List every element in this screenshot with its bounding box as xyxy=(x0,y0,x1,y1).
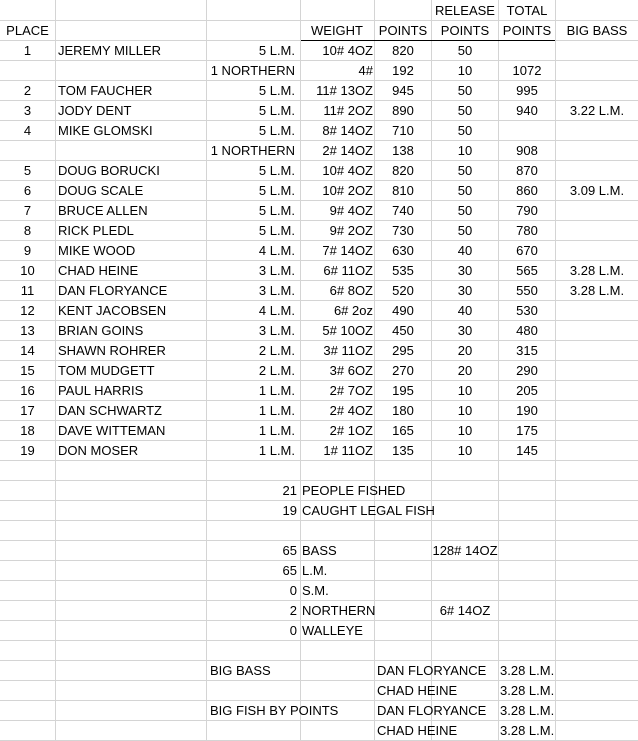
total-points-cell: 940 xyxy=(516,103,538,118)
big-bass-cell xyxy=(556,381,638,401)
angler-name-cell: DAN FLORYANCE xyxy=(58,283,168,298)
weight-cell: 1# 11OZ xyxy=(323,443,373,458)
angler-name-cell: BRIAN GOINS xyxy=(58,323,144,338)
total-points-cell: 315 xyxy=(516,343,538,358)
header-release-points: POINTS xyxy=(440,23,490,38)
big-bass-cell xyxy=(556,341,638,361)
angler-name-cell: DOUG SCALE xyxy=(58,183,144,198)
header-points: POINTS xyxy=(378,23,428,38)
place-cell: 15 xyxy=(20,363,35,378)
summary-label: BASS xyxy=(302,543,337,558)
fish-count-cell: 2 L.M. xyxy=(258,343,295,358)
points-cell: 740 xyxy=(392,203,414,218)
award-winner: CHAD HEINE xyxy=(377,723,458,738)
angler-name-cell xyxy=(58,61,203,81)
table-row xyxy=(0,201,638,221)
fish-count-cell: 5 L.M. xyxy=(258,83,295,98)
place-cell xyxy=(0,61,55,81)
fish-count-cell: 5 L.M. xyxy=(258,223,295,238)
total-points-cell: 530 xyxy=(516,303,538,318)
points-cell: 630 xyxy=(392,243,414,258)
summary-count: 0 xyxy=(289,583,297,598)
points-cell: 195 xyxy=(392,383,414,398)
summary-row xyxy=(0,481,638,501)
total-points-cell: 1072 xyxy=(512,63,542,78)
angler-name-cell: TOM MUDGETT xyxy=(58,363,155,378)
table-row xyxy=(0,301,638,321)
release-points-cell: 10 xyxy=(457,63,473,78)
points-cell: 138 xyxy=(392,143,414,158)
table-row xyxy=(0,281,638,301)
award-row xyxy=(0,681,638,701)
release-points-cell: 10 xyxy=(457,443,473,458)
fish-count-cell: 5 L.M. xyxy=(258,123,295,138)
total-points-cell: 670 xyxy=(516,243,538,258)
points-cell: 180 xyxy=(392,403,414,418)
release-points-cell: 50 xyxy=(457,163,473,178)
table-row xyxy=(0,241,638,261)
points-cell: 535 xyxy=(392,263,414,278)
weight-cell: 3# 6OZ xyxy=(329,363,373,378)
weight-cell: 7# 14OZ xyxy=(322,243,373,258)
table-row xyxy=(0,441,638,461)
weight-cell: 8# 14OZ xyxy=(322,123,373,138)
place-cell: 6 xyxy=(23,183,32,198)
angler-name-cell: CHAD HEINE xyxy=(58,263,139,278)
award-label xyxy=(210,681,375,701)
place-cell: 17 xyxy=(20,403,35,418)
award-winner: DAN FLORYANCE xyxy=(377,663,487,678)
summary-count: 2 xyxy=(289,603,297,618)
fish-count-cell: 5 L.M. xyxy=(258,43,295,58)
angler-name-cell: DAVE WITTEMAN xyxy=(58,423,166,438)
total-points-cell: 190 xyxy=(516,403,538,418)
award-winner: CHAD HEINE xyxy=(377,683,458,698)
release-points-cell: 30 xyxy=(457,283,473,298)
fish-count-cell: 4 L.M. xyxy=(258,303,295,318)
total-points-cell: 790 xyxy=(516,203,538,218)
award-row xyxy=(0,721,638,741)
award-label xyxy=(210,721,375,741)
award-value: 3.28 L.M. xyxy=(500,723,555,738)
table-row xyxy=(0,161,638,181)
points-cell: 165 xyxy=(392,423,414,438)
table-row xyxy=(0,141,638,161)
release-points-cell: 20 xyxy=(457,343,473,358)
header-place: PLACE xyxy=(6,23,49,38)
total-points-cell: 995 xyxy=(516,83,538,98)
total-points-cell: 290 xyxy=(516,363,538,378)
table-row xyxy=(0,261,638,281)
header-release-top: RELEASE xyxy=(435,3,495,18)
place-cell: 14 xyxy=(20,343,35,358)
weight-cell: 2# 1OZ xyxy=(329,423,373,438)
award-value: 3.28 L.M. xyxy=(500,703,555,718)
release-points-cell: 50 xyxy=(457,183,473,198)
big-bass-cell xyxy=(556,161,638,181)
summary-label: WALLEYE xyxy=(302,623,363,638)
big-bass-cell xyxy=(556,321,638,341)
summary-count: 0 xyxy=(289,623,297,638)
angler-name-cell: BRUCE ALLEN xyxy=(58,203,148,218)
big-bass-cell xyxy=(556,201,638,221)
angler-name-cell: RICK PLEDL xyxy=(58,223,134,238)
award-row xyxy=(0,701,638,721)
summary-count: 19 xyxy=(282,503,297,518)
angler-name-cell: DON MOSER xyxy=(58,443,139,458)
table-row xyxy=(0,421,638,441)
weight-cell: 11# 13OZ xyxy=(316,83,373,98)
fish-count-cell: 1 L.M. xyxy=(258,403,295,418)
total-points-cell: 870 xyxy=(516,163,538,178)
place-cell: 8 xyxy=(23,223,32,238)
weight-cell: 10# 2OZ xyxy=(322,183,373,198)
angler-name-cell: PAUL HARRIS xyxy=(58,383,144,398)
summary-label: S.M. xyxy=(302,583,329,598)
table-row xyxy=(0,181,638,201)
release-points-cell: 50 xyxy=(457,83,473,98)
total-points-cell: 175 xyxy=(516,423,538,438)
place-cell: 1 xyxy=(23,43,32,58)
angler-name-cell: MIKE WOOD xyxy=(58,243,136,258)
points-cell: 192 xyxy=(392,63,414,78)
place-cell: 13 xyxy=(20,323,35,338)
place-cell: 16 xyxy=(20,383,35,398)
points-cell: 890 xyxy=(392,103,414,118)
fish-count-cell: 3 L.M. xyxy=(258,283,295,298)
summary-row xyxy=(0,501,638,521)
big-bass-cell xyxy=(556,141,638,161)
table-row xyxy=(0,121,638,141)
total-points-cell xyxy=(499,121,555,141)
release-points-cell: 50 xyxy=(457,43,473,58)
award-label: BIG BASS xyxy=(210,663,271,678)
points-cell: 945 xyxy=(392,83,414,98)
weight-cell: 5# 10OZ xyxy=(322,323,373,338)
place-cell: 11 xyxy=(20,283,35,298)
total-points-cell: 480 xyxy=(516,323,538,338)
place-cell: 12 xyxy=(20,303,35,318)
summary-weight xyxy=(432,621,498,641)
table-row xyxy=(0,61,638,81)
place-cell: 19 xyxy=(20,443,35,458)
table-row xyxy=(0,341,638,361)
release-points-cell: 20 xyxy=(457,363,473,378)
total-points-cell: 145 xyxy=(516,443,538,458)
points-cell: 730 xyxy=(392,223,414,238)
summary-count: 21 xyxy=(282,483,297,498)
fish-count-cell: 3 L.M. xyxy=(258,323,295,338)
header-big-bass: BIG BASS xyxy=(566,23,628,38)
place-cell: 7 xyxy=(23,203,32,218)
angler-name-cell: MIKE GLOMSKI xyxy=(58,123,153,138)
points-cell: 135 xyxy=(392,443,414,458)
release-points-cell: 50 xyxy=(457,123,473,138)
angler-name-cell: KENT JACOBSEN xyxy=(58,303,167,318)
weight-cell: 3# 11OZ xyxy=(323,343,373,358)
weight-cell: 11# 2OZ xyxy=(323,103,373,118)
weight-cell: 2# 14OZ xyxy=(322,143,373,158)
total-points-cell xyxy=(499,41,555,61)
big-bass-cell xyxy=(556,41,638,61)
points-cell: 710 xyxy=(392,123,414,138)
table-row xyxy=(0,41,638,61)
award-value: 3.28 L.M. xyxy=(500,663,555,678)
place-cell: 5 xyxy=(23,163,32,178)
angler-name-cell: JEREMY MILLER xyxy=(58,43,162,58)
fish-count-cell: 5 L.M. xyxy=(258,103,295,118)
header-weight: WEIGHT xyxy=(311,23,363,38)
summary-row xyxy=(0,621,638,641)
summary-weight: 6# 14OZ xyxy=(439,603,491,618)
summary-weight xyxy=(432,481,498,501)
place-cell: 9 xyxy=(23,243,32,258)
header-row-top xyxy=(0,1,638,21)
header-row xyxy=(0,21,638,41)
summary-weight xyxy=(432,501,498,521)
summary-count: 65 xyxy=(282,543,297,558)
fish-count-cell: 5 L.M. xyxy=(258,163,295,178)
table-row xyxy=(0,401,638,421)
summary-weight: 128# 14OZ xyxy=(432,543,498,558)
angler-name-cell: DAN SCHWARTZ xyxy=(58,403,162,418)
big-bass-cell xyxy=(556,401,638,421)
fish-count-cell: 2 L.M. xyxy=(258,363,295,378)
angler-name-cell: TOM FAUCHER xyxy=(58,83,153,98)
summary-row xyxy=(0,581,638,601)
fish-count-cell: 5 L.M. xyxy=(258,183,295,198)
release-points-cell: 30 xyxy=(457,263,473,278)
header-total-top: TOTAL xyxy=(506,3,548,18)
award-row xyxy=(0,661,638,681)
table-row xyxy=(0,321,638,341)
big-bass-cell: 3.22 L.M. xyxy=(569,103,625,118)
points-cell: 820 xyxy=(392,43,414,58)
fish-count-cell: 1 L.M. xyxy=(258,443,295,458)
summary-count: 65 xyxy=(282,563,297,578)
release-points-cell: 10 xyxy=(457,143,473,158)
summary-label: CAUGHT LEGAL FISH xyxy=(302,503,435,518)
fish-count-cell: 1 L.M. xyxy=(258,383,295,398)
fish-count-cell: 1 NORTHERN xyxy=(210,63,295,78)
weight-cell: 9# 2OZ xyxy=(329,223,373,238)
points-cell: 490 xyxy=(392,303,414,318)
total-points-cell: 780 xyxy=(516,223,538,238)
points-cell: 295 xyxy=(392,343,414,358)
table-row xyxy=(0,221,638,241)
place-cell xyxy=(0,141,55,161)
place-cell: 10 xyxy=(20,263,35,278)
angler-name-cell: JODY DENT xyxy=(58,103,132,118)
big-bass-cell xyxy=(556,121,638,141)
angler-name-cell: DOUG BORUCKI xyxy=(58,163,160,178)
release-points-cell: 10 xyxy=(457,423,473,438)
big-bass-cell xyxy=(556,421,638,441)
place-cell: 18 xyxy=(20,423,35,438)
place-cell: 4 xyxy=(23,123,32,138)
weight-cell: 6# 11OZ xyxy=(323,263,373,278)
total-points-cell: 908 xyxy=(516,143,538,158)
weight-cell: 9# 4OZ xyxy=(329,203,373,218)
header-total-points: POINTS xyxy=(502,23,552,38)
fish-count-cell: 4 L.M. xyxy=(258,243,295,258)
big-bass-cell xyxy=(556,241,638,261)
total-points-cell: 860 xyxy=(516,183,538,198)
weight-cell: 6# 8OZ xyxy=(329,283,373,298)
award-label: BIG FISH BY POINTS xyxy=(210,703,339,718)
summary-label: L.M. xyxy=(302,563,328,578)
points-cell: 520 xyxy=(392,283,414,298)
weight-cell: 2# 4OZ xyxy=(329,403,373,418)
summary-weight xyxy=(432,581,498,601)
table-row xyxy=(0,81,638,101)
weight-cell: 10# 4OZ xyxy=(322,43,373,58)
place-cell: 2 xyxy=(23,83,32,98)
award-winner: DAN FLORYANCE xyxy=(377,703,487,718)
release-points-cell: 50 xyxy=(457,203,473,218)
big-bass-cell xyxy=(556,441,638,461)
release-points-cell: 10 xyxy=(457,383,473,398)
release-points-cell: 50 xyxy=(457,223,473,238)
fish-count-cell: 1 NORTHERN xyxy=(210,143,295,158)
big-bass-cell: 3.28 L.M. xyxy=(569,263,625,278)
big-bass-cell: 3.28 L.M. xyxy=(569,283,625,298)
table-row xyxy=(0,381,638,401)
table-row xyxy=(0,361,638,381)
table-row xyxy=(0,101,638,121)
summary-label: PEOPLE FISHED xyxy=(302,483,406,498)
angler-name-cell xyxy=(58,141,203,161)
angler-name-cell: SHAWN ROHRER xyxy=(58,343,166,358)
release-points-cell: 30 xyxy=(457,323,473,338)
place-cell: 3 xyxy=(23,103,32,118)
total-points-cell: 565 xyxy=(516,263,538,278)
fish-count-cell: 5 L.M. xyxy=(258,203,295,218)
summary-row xyxy=(0,601,638,621)
summary-label: NORTHERN xyxy=(302,603,376,618)
release-points-cell: 50 xyxy=(457,103,473,118)
points-cell: 270 xyxy=(392,363,414,378)
award-value: 3.28 L.M. xyxy=(500,683,555,698)
weight-cell: 4# xyxy=(358,63,373,78)
points-cell: 810 xyxy=(392,183,414,198)
big-bass-cell xyxy=(556,361,638,381)
weight-cell: 10# 4OZ xyxy=(322,163,373,178)
points-cell: 450 xyxy=(392,323,414,338)
fish-count-cell: 1 L.M. xyxy=(258,423,295,438)
big-bass-cell xyxy=(556,81,638,101)
summary-row xyxy=(0,561,638,581)
release-points-cell: 40 xyxy=(457,303,473,318)
big-bass-cell xyxy=(556,301,638,321)
big-bass-cell xyxy=(556,61,638,81)
release-points-cell: 40 xyxy=(457,243,473,258)
summary-weight xyxy=(432,561,498,581)
big-bass-cell: 3.09 L.M. xyxy=(569,183,625,198)
weight-cell: 6# 2oz xyxy=(333,303,373,318)
release-points-cell: 10 xyxy=(457,403,473,418)
total-points-cell: 550 xyxy=(516,283,538,298)
summary-row xyxy=(0,541,638,561)
fish-count-cell: 3 L.M. xyxy=(258,263,295,278)
weight-cell: 2# 7OZ xyxy=(329,383,373,398)
big-bass-cell xyxy=(556,221,638,241)
points-cell: 820 xyxy=(392,163,414,178)
total-points-cell: 205 xyxy=(516,383,538,398)
